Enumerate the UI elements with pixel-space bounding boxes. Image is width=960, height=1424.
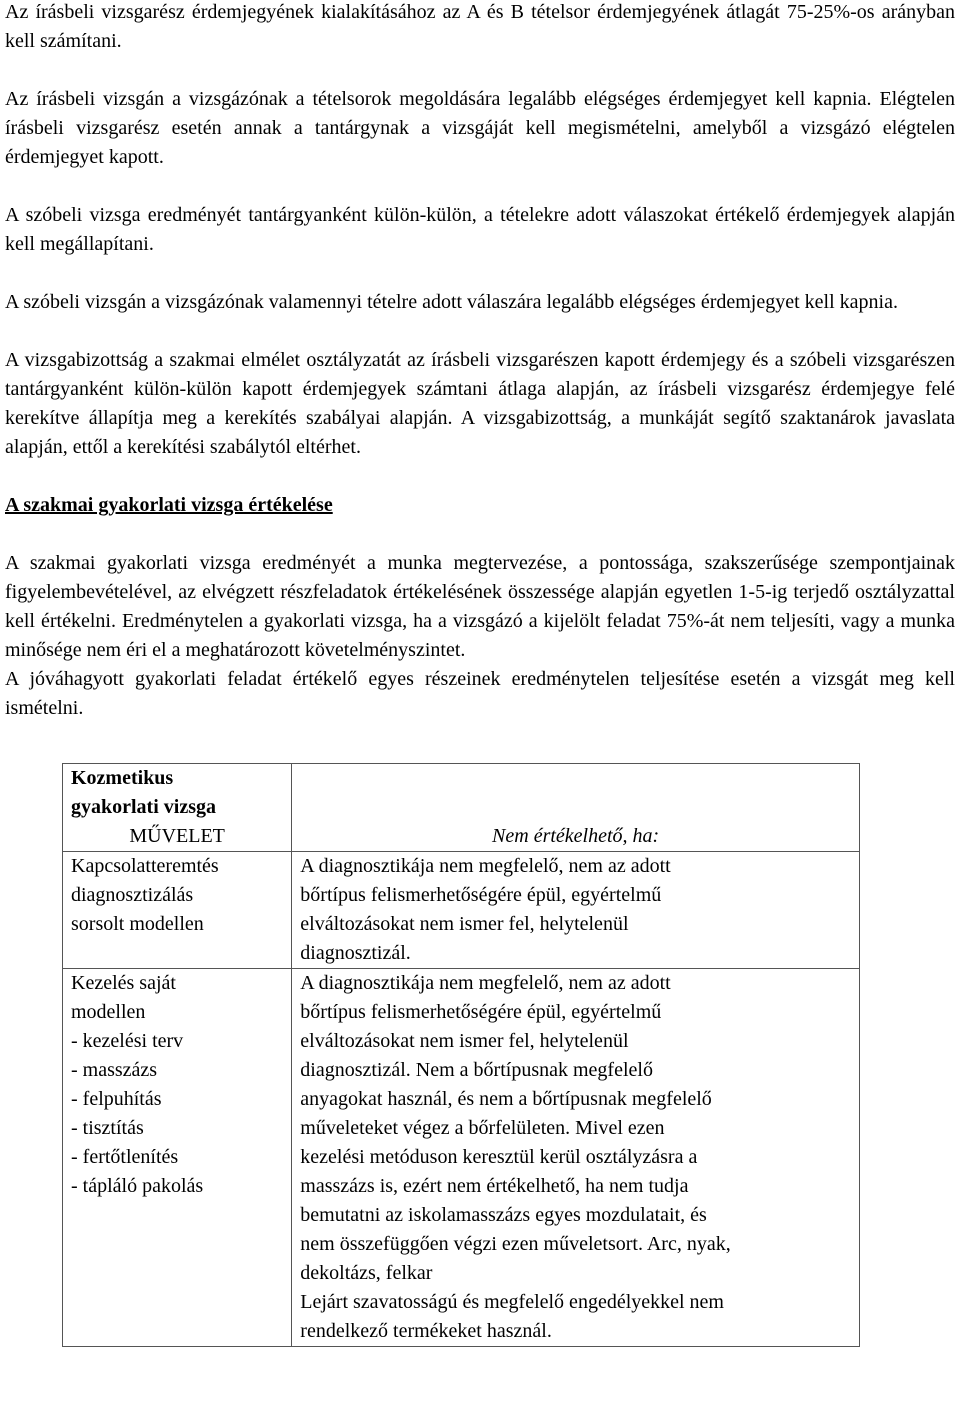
table-row bbox=[63, 852, 860, 969]
operation-line: - tisztítás bbox=[71, 1117, 144, 1139]
criteria-line: masszázs is, ezért nem értékelhető, ha nem tudja bbox=[300, 1175, 689, 1197]
paragraph-written-grade: Az írásbeli vizsgarész érdemjegyének kialakításához az A és B tételsor érdemjegyének átlagát 75-25%-os arányban kell számítani. bbox=[5, 1, 955, 52]
criteria-line: dekoltázs, felkar bbox=[300, 1262, 433, 1284]
operation-line: - fertőtlenítés bbox=[71, 1146, 179, 1168]
criteria-cell bbox=[292, 852, 860, 969]
criteria-line: diagnosztizál. Nem a bőrtípusnak megfelelő bbox=[300, 1059, 653, 1081]
criteria-line: anyagokat használ, és nem a bőrtípusnak megfelelő bbox=[300, 1088, 712, 1110]
operation-line: diagnosztizálás bbox=[71, 884, 194, 906]
paragraph-practical-repeat: A jóváhagyott gyakorlati feladat értékelő egyes részeinek eredménytelen teljesítése esetén a vizsgát meg kell ismételni. bbox=[5, 668, 955, 719]
operation-line: modellen bbox=[71, 1001, 146, 1023]
operation-cell bbox=[63, 852, 292, 969]
criteria-line: műveleteket végez a bőrfelületen. Mivel ezen bbox=[300, 1117, 665, 1139]
operation-line: - masszázs bbox=[71, 1059, 158, 1081]
criteria-line: diagnosztizál. bbox=[300, 942, 411, 964]
criteria-line: bőrtípus felismerhetőségére épül, egyértelmű bbox=[300, 1001, 662, 1023]
paragraph-committee-grade: A vizsgabizottság a szakmai elmélet osztályzatát az írásbeli vizsgarészen kapott érdemjegy és a szóbeli vizsgarészen tantárgyanként külön-külön kapott érdemjegyek számtani átlaga alapján, az írásbeli vizsgarész érdemjegye felé kerekítve állapítja meg a kerekítés szabályai alapján. A vizsgabizottság, a munkáját segítő szaktanárok javaslata alapján, ettől a kerekítési szabálytól eltérhet. bbox=[5, 349, 955, 458]
criteria-cell bbox=[292, 969, 860, 1347]
criteria-line: bemutatni az iskolamasszázs egyes mozdulatait, és bbox=[300, 1204, 707, 1226]
table-title-cell bbox=[63, 764, 292, 852]
table-row bbox=[63, 969, 860, 1347]
paragraph-oral-result: A szóbeli vizsga eredményét tantárgyanként külön-külön, a tételekre adott válaszokat értékelő érdemjegyek alapján kell megállapítani. bbox=[5, 204, 955, 255]
criteria-line: kezelési metóduson keresztül kerül osztályzásra a bbox=[300, 1146, 698, 1168]
criteria-line: A diagnosztikája nem megfelelő, nem az adott bbox=[300, 972, 671, 994]
operation-line: - kezelési terv bbox=[71, 1030, 184, 1052]
operation-line: Kezelés saját bbox=[71, 972, 176, 994]
table-title-row bbox=[63, 764, 860, 852]
table-title-line: Kozmetikus bbox=[71, 767, 174, 789]
paragraph-practical-evaluation: A szakmai gyakorlati vizsga eredményét a munka megtervezése, a pontossága, szakszerűsége szempontjainak figyelembevételével, az elvégzett részfeladatok értékelésének összessége alapján egyetlen 1-5-ig terjedő osztályzattal kell értékelni. Eredménytelen a gyakorlati vizsga, ha a vizsgázó a kijelölt feladat 75%-át nem teljesíti, vagy a munka minősége nem éri el a meghatározott követelményszintet. bbox=[5, 552, 955, 661]
criteria-line: elváltozásokat nem ismer fel, helytelenül bbox=[300, 913, 629, 935]
operation-line: Kapcsolatteremtés bbox=[71, 855, 219, 877]
col-header-operation: MŰVELET bbox=[129, 825, 225, 847]
evaluation-table bbox=[62, 763, 860, 1347]
operation-line: - tápláló pakolás bbox=[71, 1175, 204, 1197]
criteria-line: A diagnosztikája nem megfelelő, nem az adott bbox=[300, 855, 671, 877]
paragraph-written-pass: Az írásbeli vizsgán a vizsgázónak a tételsorok megoldására legalább elégséges érdemjegyet kell kapnia. Elégtelen írásbeli vizsgarész esetén annak a tantárgynak a vizsgáját kell megismételni, amelyből a vizsgázó elégtelen érdemjegyet kapott. bbox=[5, 88, 955, 168]
col-header-not-evaluable: Nem értékelhető, ha: bbox=[492, 825, 660, 847]
operation-line: sorsolt modellen bbox=[71, 913, 204, 935]
table-header-cell bbox=[292, 764, 860, 852]
paragraph-oral-pass: A szóbeli vizsgán a vizsgázónak valamennyi tételre adott válaszára legalább elégséges érdemjegyet kell kapnia. bbox=[5, 291, 898, 313]
criteria-line: rendelkező termékeket használ. bbox=[300, 1320, 552, 1342]
criteria-line: Lejárt szavatosságú és megfelelő engedélyekkel nem bbox=[300, 1291, 724, 1313]
operation-cell bbox=[63, 969, 292, 1347]
section-heading: A szakmai gyakorlati vizsga értékelése bbox=[5, 494, 333, 516]
criteria-line: bőrtípus felismerhetőségére épül, egyértelmű bbox=[300, 884, 662, 906]
operation-line: - felpuhítás bbox=[71, 1088, 162, 1110]
criteria-line: elváltozásokat nem ismer fel, helytelenül bbox=[300, 1030, 629, 1052]
table-title-line: gyakorlati vizsga bbox=[71, 796, 216, 818]
criteria-line: nem összefüggően végzi ezen műveletsort. Arc, nyak, bbox=[300, 1233, 731, 1255]
